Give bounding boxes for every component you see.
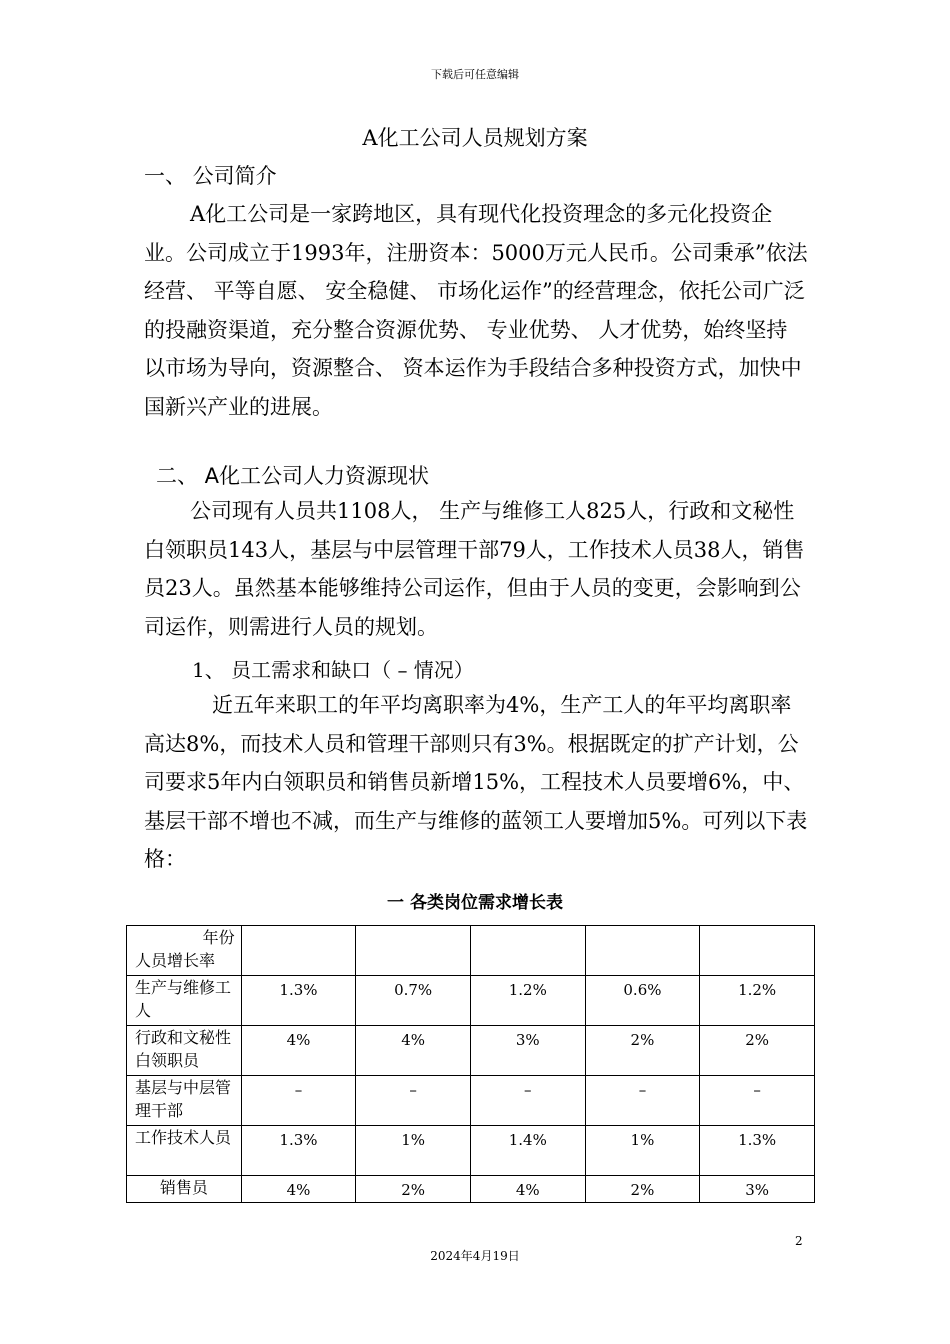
rate-cell: 1.2% — [700, 976, 815, 1026]
rate-cell: 1.3% — [700, 1126, 815, 1176]
header-cell — [470, 926, 585, 976]
row-label: 销售员 — [127, 1176, 242, 1203]
rate-cell: 1% — [585, 1126, 700, 1176]
header-cell — [356, 926, 471, 976]
header-cell — [241, 926, 356, 976]
rate-cell: 0.6% — [585, 976, 700, 1026]
rate-cell: – — [470, 1076, 585, 1126]
document-title: A化工公司人员规划方案 — [362, 126, 588, 150]
rate-cell: – — [241, 1076, 356, 1126]
rate-cell: 1.2% — [470, 976, 585, 1026]
row-label: 工作技术人员 — [127, 1126, 242, 1176]
table-row — [127, 1026, 815, 1076]
table-header-row — [127, 926, 815, 976]
rate-cell: 1.4% — [470, 1126, 585, 1176]
rate-cell: 3% — [700, 1176, 815, 1203]
rate-cell: 4% — [470, 1176, 585, 1203]
row-label: 基层与中层管理干部 — [127, 1076, 242, 1126]
company-intro-paragraph: A化工公司是一家跨地区，具有现代化投资理念的多元化投资企业。公司成立于1993年，注册资本：5000万元人民币。公司秉承”依法经营、 平等自愿、 安全稳健、 市场化运作”的经营理念，依托公司广泛的投融资渠道，充分整合资源优势、 专业优势、 人才优势，始终坚持以市场为导向，资源整合、 资本运作为手段结合多种投资方式，加快中国新兴产业的进展。 — [144, 202, 808, 419]
rate-cell: – — [356, 1076, 471, 1126]
header-rate-label: 人员增长率 — [135, 951, 216, 970]
table-caption: 一 各类岗位需求增长表 — [387, 893, 563, 913]
row-label: 行政和文秘性白领职员 — [127, 1026, 242, 1076]
table-row — [127, 1176, 815, 1203]
turnover-paragraph: 近五年来职工的年平均离职率为4%，生产工人的年平均离职率高达8%，而技术人员和管理干部则只有3%。根据既定的扩产计划，公司要求5年内白领职员和销售员新增15%，工程技术人员要增6%，中、 基层干部不增也不减，而生产与维修的蓝领工人要增加5%。可列以下表格： — [144, 693, 808, 871]
row-label: 生产与维修工人 — [127, 976, 242, 1026]
rate-cell: 2% — [585, 1176, 700, 1203]
rate-cell: – — [700, 1076, 815, 1126]
rate-cell: – — [585, 1076, 700, 1126]
rate-cell: 4% — [241, 1026, 356, 1076]
rate-cell: 0.7% — [356, 976, 471, 1026]
rate-cell: 4% — [241, 1176, 356, 1203]
rate-cell: 1% — [356, 1126, 471, 1176]
rate-cell: 1.3% — [241, 976, 356, 1026]
header-year-label: 年份 — [202, 928, 235, 947]
header-cell — [700, 926, 815, 976]
footer-date: 2024年4月19日 — [430, 1249, 520, 1263]
rate-cell: 4% — [356, 1026, 471, 1076]
rate-cell: 2% — [700, 1026, 815, 1076]
rate-cell: 2% — [585, 1026, 700, 1076]
subheading-demand-gap: 1、 员工需求和缺口（ – 情况） — [192, 658, 474, 682]
section-heading-company-intro: 一、 公司简介 — [144, 164, 277, 188]
hr-status-paragraph: 公司现有人员共1108人， 生产与维修工人825人，行政和文秘性白领职员143人，基层与中层管理干部79人，工作技术人员38人，销售员23人。虽然基本能够维持公司运作，但由于人员的变更，会影响到公司运作，则需进行人员的规划。 — [144, 499, 805, 639]
section-heading-hr-status: 二、 A化工公司人力资源现状 — [156, 464, 430, 488]
rate-cell: 3% — [470, 1026, 585, 1076]
table-row — [127, 1076, 815, 1126]
table-row — [127, 1126, 815, 1176]
page-number: 2 — [795, 1234, 803, 1248]
table-row — [127, 976, 815, 1026]
rate-cell: 1.3% — [241, 1126, 356, 1176]
demand-growth-table — [126, 925, 815, 1203]
table-corner-header — [127, 926, 242, 976]
header-cell — [585, 926, 700, 976]
page-header: 下载后可任意编辑 — [431, 68, 519, 81]
rate-cell: 2% — [356, 1176, 471, 1203]
